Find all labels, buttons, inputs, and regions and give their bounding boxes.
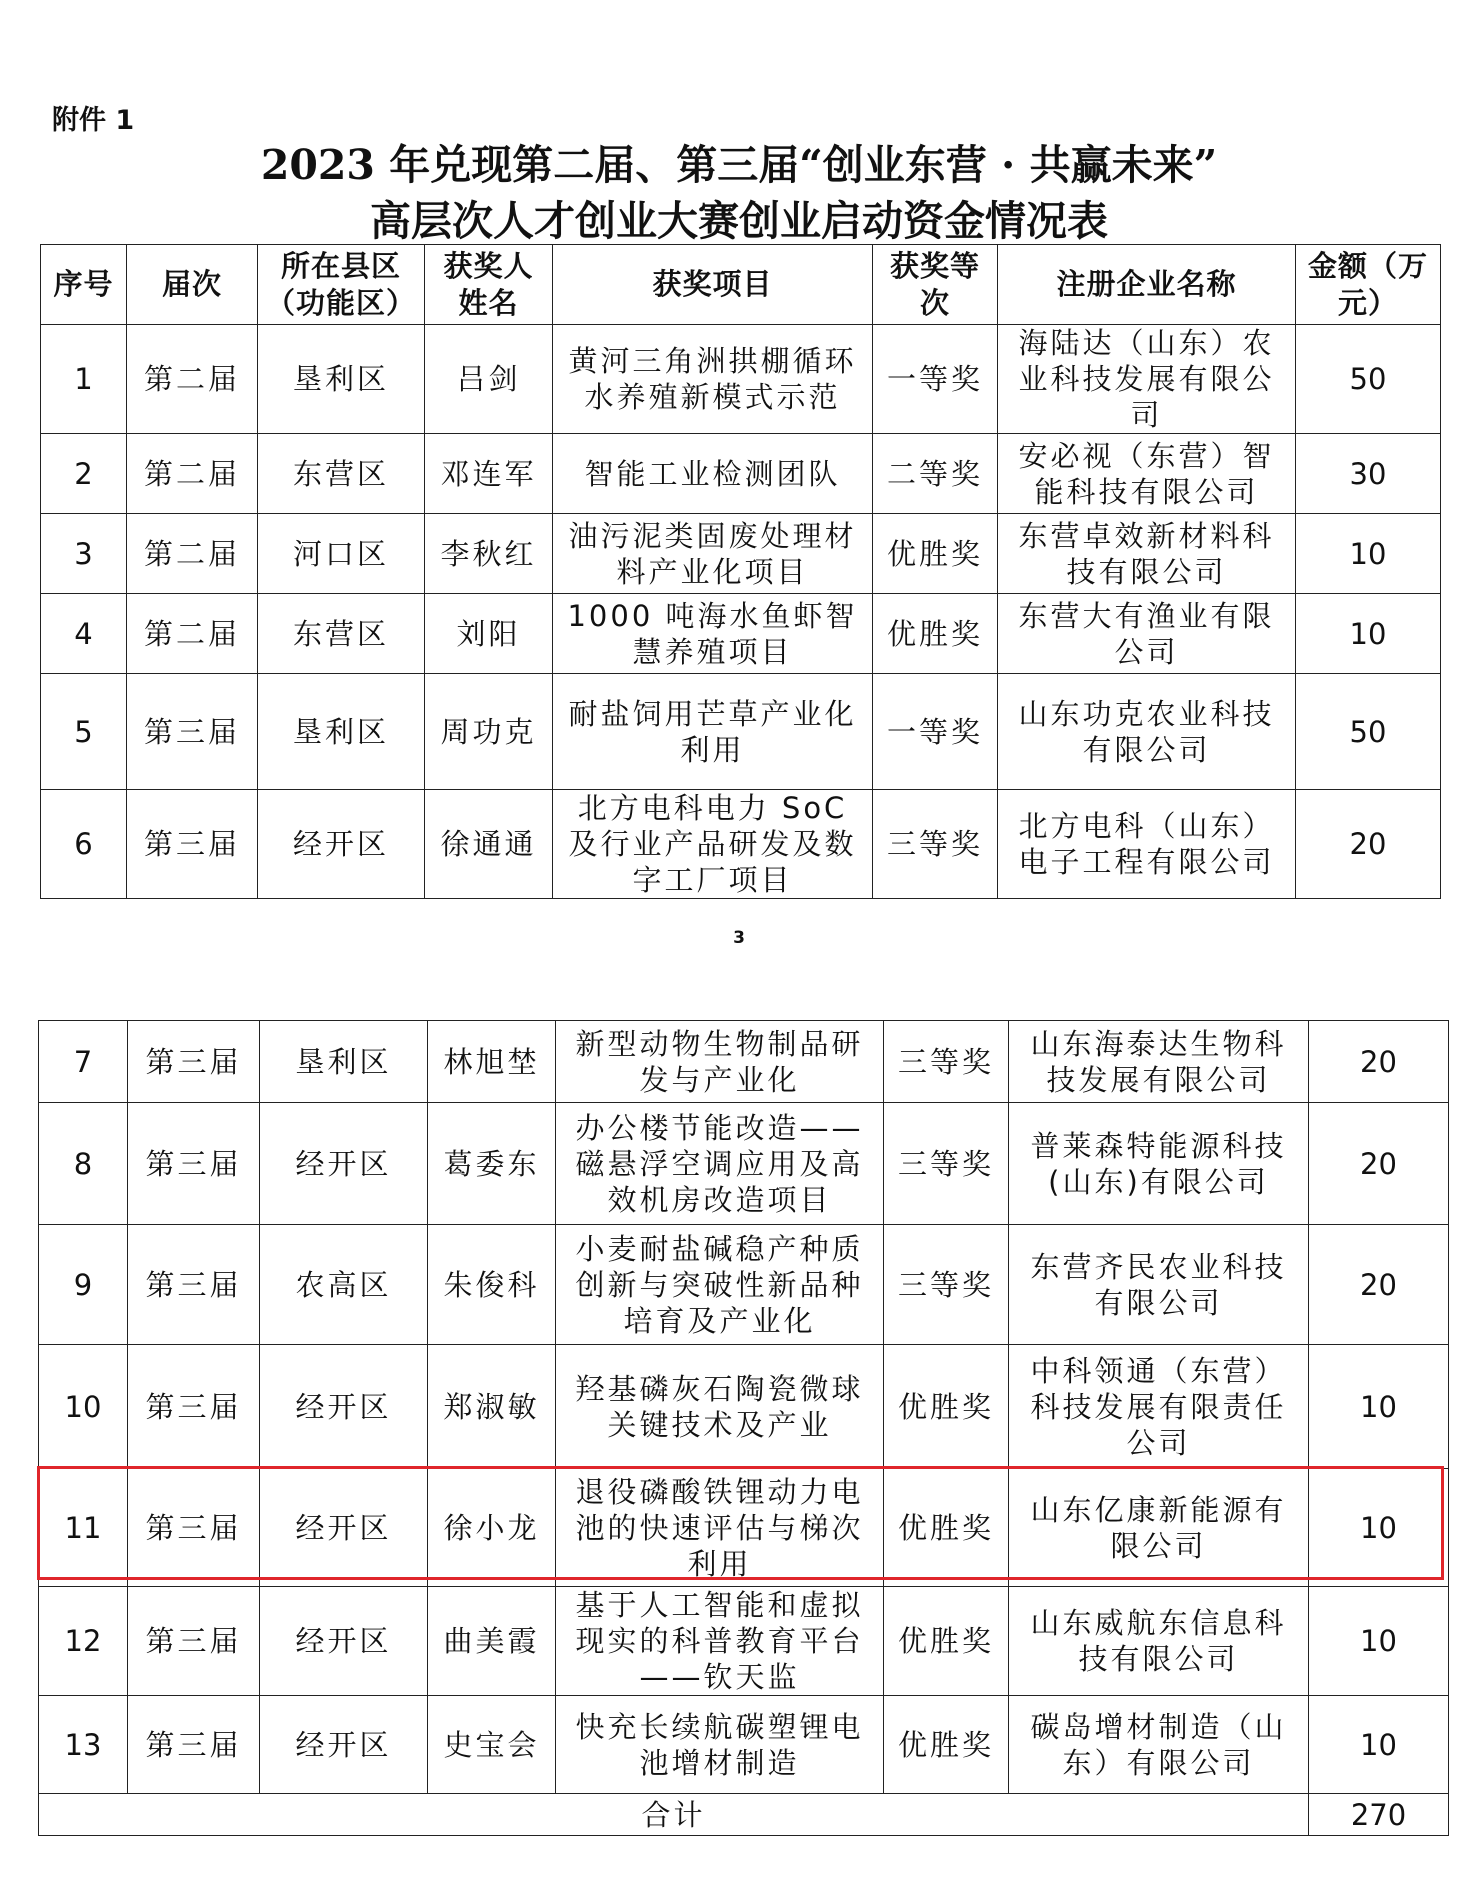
cell-amount: 50 xyxy=(1296,325,1441,434)
cell-amount: 10 xyxy=(1296,514,1441,594)
cell-session: 第三届 xyxy=(128,1587,260,1696)
total-label: 合计 xyxy=(39,1794,1309,1836)
cell-district: 东营区 xyxy=(258,594,425,674)
cell-session: 第二届 xyxy=(127,434,258,514)
cell-company: 山东亿康新能源有限公司 xyxy=(1009,1469,1309,1587)
cell-company: 东营齐民农业科技有限公司 xyxy=(1009,1225,1309,1345)
cell-company: 中科领通（东营）科技发展有限责任公司 xyxy=(1009,1345,1309,1469)
header-district: 所在县区（功能区） xyxy=(258,245,425,325)
cell-seq: 3 xyxy=(41,514,127,594)
cell-company: 北方电科（山东）电子工程有限公司 xyxy=(998,790,1296,899)
cell-district: 河口区 xyxy=(258,514,425,594)
cell-seq: 1 xyxy=(41,325,127,434)
cell-session: 第三届 xyxy=(127,674,258,790)
cell-amount: 20 xyxy=(1309,1225,1449,1345)
cell-level: 三等奖 xyxy=(884,1225,1009,1345)
cell-level: 一等奖 xyxy=(873,674,998,790)
cell-level: 三等奖 xyxy=(884,1021,1009,1103)
cell-seq: 4 xyxy=(41,594,127,674)
cell-company: 普莱森特能源科技(山东)有限公司 xyxy=(1009,1103,1309,1225)
table-row xyxy=(39,1225,1449,1345)
cell-seq: 6 xyxy=(41,790,127,899)
cell-level: 优胜奖 xyxy=(884,1696,1009,1794)
cell-session: 第三届 xyxy=(128,1345,260,1469)
cell-seq: 7 xyxy=(39,1021,128,1103)
cell-district: 经开区 xyxy=(260,1103,428,1225)
cell-seq: 10 xyxy=(39,1345,128,1469)
cell-winner: 邓连军 xyxy=(425,434,553,514)
funding-table-part2 xyxy=(38,1020,1449,1836)
cell-winner: 周功克 xyxy=(425,674,553,790)
funding-table-part1 xyxy=(40,244,1441,899)
cell-district: 经开区 xyxy=(260,1345,428,1469)
cell-district: 经开区 xyxy=(260,1696,428,1794)
cell-winner: 史宝会 xyxy=(428,1696,556,1794)
cell-project: 新型动物生物制品研发与产业化 xyxy=(556,1021,884,1103)
cell-seq: 2 xyxy=(41,434,127,514)
cell-amount: 20 xyxy=(1296,790,1441,899)
cell-winner: 郑淑敏 xyxy=(428,1345,556,1469)
cell-level: 三等奖 xyxy=(873,790,998,899)
cell-winner: 徐通通 xyxy=(425,790,553,899)
cell-company: 碳岛增材制造（山东）有限公司 xyxy=(1009,1696,1309,1794)
cell-district: 垦利区 xyxy=(260,1021,428,1103)
cell-amount: 10 xyxy=(1309,1696,1449,1794)
cell-session: 第三届 xyxy=(128,1021,260,1103)
table-row xyxy=(41,514,1441,594)
cell-winner: 朱俊科 xyxy=(428,1225,556,1345)
table-row xyxy=(41,790,1441,899)
cell-project: 油污泥类固废处理材料产业化项目 xyxy=(553,514,873,594)
cell-district: 农高区 xyxy=(260,1225,428,1345)
cell-session: 第二届 xyxy=(127,514,258,594)
cell-seq: 9 xyxy=(39,1225,128,1345)
header-project: 获奖项目 xyxy=(553,245,873,325)
table-row xyxy=(39,1021,1449,1103)
cell-level: 三等奖 xyxy=(884,1103,1009,1225)
cell-amount: 10 xyxy=(1309,1345,1449,1469)
header-winner: 获奖人姓名 xyxy=(425,245,553,325)
table-row xyxy=(39,1103,1449,1225)
cell-amount: 10 xyxy=(1296,594,1441,674)
cell-level: 优胜奖 xyxy=(884,1469,1009,1587)
total-amount: 270 xyxy=(1309,1794,1449,1836)
cell-level: 优胜奖 xyxy=(873,594,998,674)
cell-level: 优胜奖 xyxy=(884,1587,1009,1696)
cell-company: 山东威航东信息科技有限公司 xyxy=(1009,1587,1309,1696)
cell-district: 垦利区 xyxy=(258,325,425,434)
cell-project: 羟基磷灰石陶瓷微球关键技术及产业 xyxy=(556,1345,884,1469)
cell-winner: 徐小龙 xyxy=(428,1469,556,1587)
cell-winner: 李秋红 xyxy=(425,514,553,594)
cell-company: 东营大有渔业有限公司 xyxy=(998,594,1296,674)
document-title-line2: 高层次人才创业大赛创业启动资金情况表 xyxy=(370,197,1108,245)
cell-district: 东营区 xyxy=(258,434,425,514)
cell-project: 办公楼节能改造——磁悬浮空调应用及高效机房改造项目 xyxy=(556,1103,884,1225)
highlight-box-row-11 xyxy=(37,1466,1444,1580)
cell-district: 经开区 xyxy=(260,1469,428,1587)
cell-seq: 5 xyxy=(41,674,127,790)
header-session: 届次 xyxy=(127,245,258,325)
cell-company: 海陆达（山东）农业科技发展有限公司 xyxy=(998,325,1296,434)
cell-seq: 8 xyxy=(39,1103,128,1225)
cell-session: 第三届 xyxy=(128,1103,260,1225)
table-row xyxy=(41,674,1441,790)
cell-amount: 30 xyxy=(1296,434,1441,514)
page-number: 3 xyxy=(733,928,745,948)
cell-session: 第三届 xyxy=(128,1696,260,1794)
header-level: 获奖等次 xyxy=(873,245,998,325)
cell-project: 基于人工智能和虚拟现实的科普教育平台——钦天监 xyxy=(556,1587,884,1696)
table-row xyxy=(39,1345,1449,1469)
cell-project: 黄河三角洲拱棚循环水养殖新模式示范 xyxy=(553,325,873,434)
cell-amount: 20 xyxy=(1309,1021,1449,1103)
header-company: 注册企业名称 xyxy=(998,245,1296,325)
cell-amount: 50 xyxy=(1296,674,1441,790)
cell-winner: 林旭埜 xyxy=(428,1021,556,1103)
table-row xyxy=(41,434,1441,514)
attachment-label: 附件 1 xyxy=(52,105,135,136)
cell-winner: 吕剑 xyxy=(425,325,553,434)
cell-session: 第二届 xyxy=(127,325,258,434)
cell-district: 经开区 xyxy=(258,790,425,899)
cell-winner: 刘阳 xyxy=(425,594,553,674)
cell-project: 快充长续航碳塑锂电池增材制造 xyxy=(556,1696,884,1794)
cell-project: 小麦耐盐碱稳产种质创新与突破性新品种培育及产业化 xyxy=(556,1225,884,1345)
cell-seq: 12 xyxy=(39,1587,128,1696)
cell-amount: 10 xyxy=(1309,1587,1449,1696)
cell-level: 优胜奖 xyxy=(873,514,998,594)
cell-session: 第三届 xyxy=(127,790,258,899)
table-row xyxy=(39,1696,1449,1794)
cell-session: 第三届 xyxy=(128,1225,260,1345)
header-seq: 序号 xyxy=(41,245,127,325)
cell-project: 1000 吨海水鱼虾智慧养殖项目 xyxy=(553,594,873,674)
table-header-row xyxy=(41,245,1441,325)
cell-amount: 20 xyxy=(1309,1103,1449,1225)
cell-level: 优胜奖 xyxy=(884,1345,1009,1469)
cell-project: 耐盐饲用芒草产业化利用 xyxy=(553,674,873,790)
cell-company: 山东海泰达生物科技发展有限公司 xyxy=(1009,1021,1309,1103)
cell-winner: 曲美霞 xyxy=(428,1587,556,1696)
cell-session: 第二届 xyxy=(127,594,258,674)
cell-company: 山东功克农业科技有限公司 xyxy=(998,674,1296,790)
total-row xyxy=(39,1794,1449,1836)
cell-amount: 10 xyxy=(1309,1469,1449,1587)
cell-project: 北方电科电力 SoC 及行业产品研发及数字工厂项目 xyxy=(553,790,873,899)
table-row xyxy=(39,1587,1449,1696)
cell-company: 安必视（东营）智能科技有限公司 xyxy=(998,434,1296,514)
table-row xyxy=(41,325,1441,434)
document-title-line1: 2023 年兑现第二届、第三届“创业东营 · 共赢未来” xyxy=(260,141,1218,189)
cell-level: 二等奖 xyxy=(873,434,998,514)
cell-seq: 11 xyxy=(39,1469,128,1587)
header-amount: 金额（万元） xyxy=(1296,245,1441,325)
cell-district: 垦利区 xyxy=(258,674,425,790)
cell-project: 智能工业检测团队 xyxy=(553,434,873,514)
cell-level: 一等奖 xyxy=(873,325,998,434)
cell-project: 退役磷酸铁锂动力电池的快速评估与梯次利用 xyxy=(556,1469,884,1587)
cell-seq: 13 xyxy=(39,1696,128,1794)
cell-session: 第三届 xyxy=(128,1469,260,1587)
table-row xyxy=(41,594,1441,674)
cell-district: 经开区 xyxy=(260,1587,428,1696)
cell-company: 东营卓效新材料科技有限公司 xyxy=(998,514,1296,594)
cell-winner: 葛委东 xyxy=(428,1103,556,1225)
